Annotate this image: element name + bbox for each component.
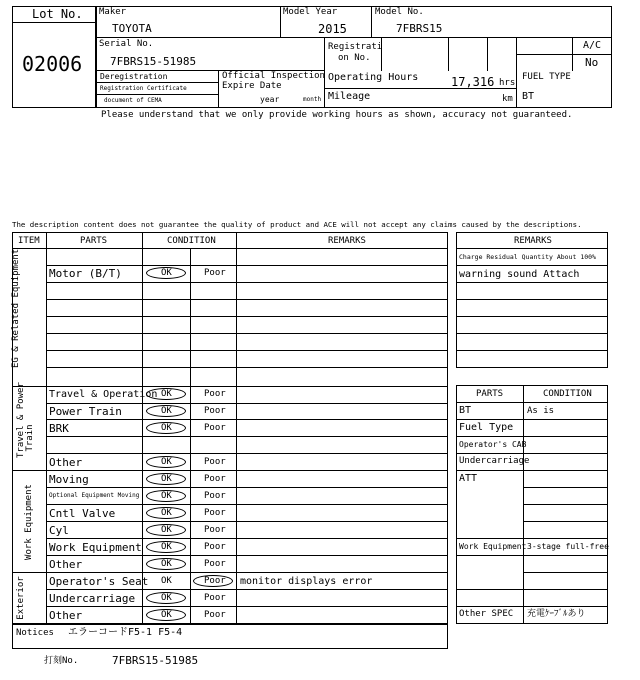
part-motor: Motor (B/T) xyxy=(49,267,122,280)
part-power-train: Power Train xyxy=(49,405,122,418)
cond-ok: OK xyxy=(161,559,172,569)
ac-label: A/C xyxy=(583,40,602,51)
ac-value: No xyxy=(585,56,599,69)
section-exterior: Exterior xyxy=(16,576,26,620)
model-year-label: Model Year xyxy=(283,7,338,17)
model-year-value: 2015 xyxy=(318,22,347,36)
notices-value: エラーコードF5-1 F5-4 xyxy=(68,627,183,638)
stamp-value: 7FBRS15-51985 xyxy=(112,654,199,667)
operating-hours-unit: hrs xyxy=(499,78,516,88)
mileage-label: Mileage xyxy=(328,91,371,102)
remark-operators-seat: monitor displays error xyxy=(240,576,373,587)
cond-ok: OK xyxy=(161,576,172,586)
cond-ok: OK xyxy=(161,593,172,603)
spec-fuel-type: Fuel Type xyxy=(459,422,514,433)
cond-poor: Poor xyxy=(204,474,226,484)
cond-ok: OK xyxy=(161,525,172,535)
notices-label: Notices xyxy=(16,628,54,638)
cond-ok: OK xyxy=(161,508,172,518)
spec-header-parts: PARTS xyxy=(476,389,504,399)
hours-notice: Please understand that we only provide working hours as shown, accuracy not guaranteed. xyxy=(101,110,573,120)
part-undercarriage: Undercarriage xyxy=(49,592,136,605)
serial-label: Serial No. xyxy=(99,39,154,49)
part-brk: BRK xyxy=(49,422,69,435)
dereg-doc: document of CEMA xyxy=(104,97,162,104)
part-other: Other xyxy=(49,456,83,469)
cond-ok: OK xyxy=(161,268,172,278)
cond-poor: Poor xyxy=(204,457,226,467)
lot-number: 02006 xyxy=(22,52,83,76)
dereg-label: Deregistration xyxy=(100,72,168,81)
spec-att: ATT xyxy=(459,473,478,484)
inspection-month: month xyxy=(303,96,322,103)
remark-warning: warning sound Attach xyxy=(459,269,580,280)
registration-label-1: Registrati xyxy=(328,42,383,52)
section-travel-1: Travel & Power xyxy=(16,382,26,458)
cond-poor: Poor xyxy=(204,559,226,569)
part-optional-equipment: Optional Equipment Moving xyxy=(49,492,140,499)
spec-other: Other SPEC xyxy=(459,609,514,619)
part-other: Other xyxy=(49,609,83,622)
spec-operators-cab: Operator's CAB xyxy=(459,440,527,449)
spec-undercarriage: Undercarriage xyxy=(459,456,530,466)
part-operators-seat: Operator's Seat xyxy=(49,575,149,588)
inspection-label-2: Expire Date xyxy=(222,81,282,91)
part-cyl: Cyl xyxy=(49,524,69,537)
inspection-label-1: Official Inspection xyxy=(222,71,325,81)
spec-other-value: 充電ｹｰﾌﾞﾙあり xyxy=(527,609,586,619)
registration-label-2: on No. xyxy=(338,53,371,63)
cond-poor: Poor xyxy=(204,542,226,552)
fuel-type-label: FUEL TYPE xyxy=(522,72,571,82)
cond-ok: OK xyxy=(161,406,172,416)
spec-bt-condition: As is xyxy=(527,406,555,416)
model-no-value: 7FBRS15 xyxy=(396,22,443,35)
section-work: Work Equipment xyxy=(24,484,34,560)
cond-ok: OK xyxy=(161,610,172,620)
dereg-cert: Registration Certificate xyxy=(100,85,187,92)
part-cntl-valve: Cntl Valve xyxy=(49,507,116,520)
cond-poor: Poor xyxy=(204,423,226,433)
lot-label: Lot No. xyxy=(32,7,83,21)
cond-poor: Poor xyxy=(204,593,226,603)
section-travel-2: Train xyxy=(25,424,35,452)
header-parts: PARTS xyxy=(80,236,108,246)
serial-value: 7FBRS15-51985 xyxy=(110,55,197,68)
cond-poor: Poor xyxy=(204,525,226,535)
spec-work-equipment: Work Equipment xyxy=(459,542,527,551)
model-no-label: Model No. xyxy=(375,7,424,17)
maker-value: TOYOTA xyxy=(112,22,152,35)
header-item: ITEM xyxy=(18,236,40,246)
spec-bt: BT xyxy=(459,405,472,416)
cond-poor: Poor xyxy=(204,508,226,518)
cond-ok: OK xyxy=(161,423,172,433)
cond-ok: OK xyxy=(161,491,172,501)
part-travel-operation: Travel & Operation xyxy=(49,389,158,400)
spec-header-condition: CONDITION xyxy=(543,389,592,399)
fuel-type-value: BT xyxy=(522,91,535,102)
cond-poor: Poor xyxy=(204,389,226,399)
maker-label: Maker xyxy=(99,7,127,17)
header-condition: CONDITION xyxy=(167,236,216,246)
mileage-unit: km xyxy=(502,94,513,104)
cond-ok: OK xyxy=(161,457,172,467)
cond-poor: Poor xyxy=(204,491,226,501)
section-eg: EG & Related Equipment xyxy=(11,248,21,368)
part-work-equipment: Work Equipment xyxy=(49,541,142,554)
cond-poor: Poor xyxy=(204,268,226,278)
spec-work-equipment-value: 3-stage full-free xyxy=(527,542,609,551)
remarks-header: REMARKS xyxy=(514,236,552,246)
cond-poor: Poor xyxy=(204,406,226,416)
cond-ok: OK xyxy=(161,542,172,552)
stamp-label: 打刻No. xyxy=(44,656,79,666)
operating-hours-value: 17,316 xyxy=(451,75,495,89)
cond-poor: Poor xyxy=(204,576,226,586)
disclaimer: The description content does not guarantee the quality of product and ACE will not accept any claims caused by the descriptions. xyxy=(12,220,582,229)
cond-poor: Poor xyxy=(204,610,226,620)
inspection-year: year xyxy=(260,95,280,104)
part-moving: Moving xyxy=(49,473,89,486)
operating-hours-label: Operating Hours xyxy=(328,72,419,83)
cond-ok: OK xyxy=(161,474,172,484)
cond-ok: OK xyxy=(161,389,172,399)
part-other: Other xyxy=(49,558,83,571)
remark-charge: Charge Residual Quantity About 100% xyxy=(459,253,596,261)
header-remarks: REMARKS xyxy=(328,236,366,246)
